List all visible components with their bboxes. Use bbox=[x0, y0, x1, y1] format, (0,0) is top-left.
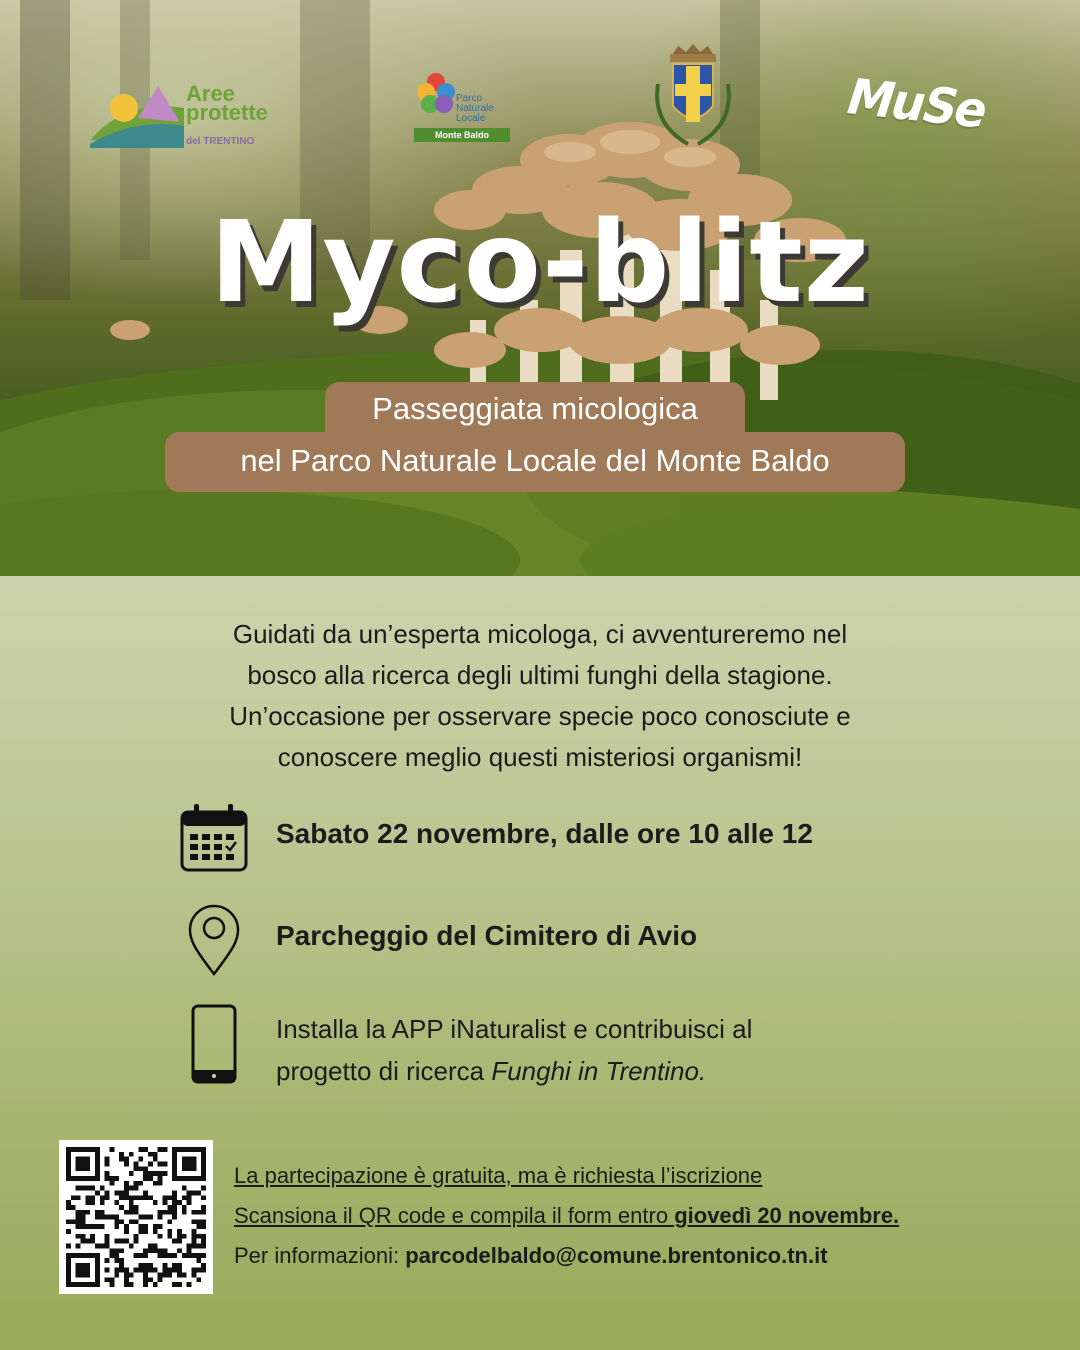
event-place-row bbox=[180, 904, 1020, 976]
parco-band: Monte Baldo bbox=[414, 128, 510, 142]
muse-wordmark: MuSe bbox=[839, 68, 994, 140]
parco-name: Parco Naturale Locale bbox=[456, 93, 494, 124]
registration-deadline: giovedì 20 novembre. bbox=[674, 1203, 900, 1228]
aree-protette-emblem-icon bbox=[88, 78, 188, 150]
app-info-row bbox=[180, 1004, 1020, 1086]
subtitle-line2: nel Parco Naturale Locale del Monte Baldo bbox=[165, 432, 905, 492]
contact-info: Per informazioni: parcodelbaldo@comune.brentonico.tn.it bbox=[234, 1243, 828, 1268]
aree-protette-sub: del TRENTINO bbox=[186, 136, 255, 147]
event-date-text: Sabato 22 novembre, dalle ore 10 alle 12 bbox=[276, 818, 813, 849]
location-pin-icon bbox=[180, 904, 248, 976]
parco-monte-baldo-logo bbox=[414, 66, 510, 142]
contact-email[interactable]: parcodelbaldo@comune.brentonico.tn.it bbox=[405, 1243, 828, 1268]
app-info-text: Installa la APP iNaturalist e contribuisci al progetto di ricerca Funghi in Trentino. bbox=[276, 1014, 753, 1086]
event-title: Myco-blitz bbox=[210, 198, 870, 328]
event-date-row bbox=[180, 804, 1020, 874]
subtitle-line1: Passeggiata micologica bbox=[325, 382, 745, 436]
event-details-section bbox=[0, 576, 1080, 1350]
intro-paragraph: Guidati da un’esperta micologa, ci avventureremo nel bosco alla ricerca degli ultimi funghi della stagione. Un’occasione per osservare specie poco conosciute e conoscere meglio questi misteriosi organismi! bbox=[229, 619, 851, 772]
hero-banner bbox=[0, 0, 1080, 576]
muse-logo bbox=[839, 68, 996, 146]
registration-note: La partecipazione è gratuita, ma è richiesta l’iscrizione bbox=[234, 1163, 763, 1188]
aree-protette-name: Aree protette bbox=[186, 81, 268, 125]
event-place-text: Parcheggio del Cimitero di Avio bbox=[276, 920, 698, 951]
qr-instructions: Scansiona il QR code e compila il form entro giovedì 20 novembre. bbox=[234, 1203, 900, 1228]
calendar-icon bbox=[180, 804, 248, 872]
municipal-coat-of-arms-icon bbox=[648, 44, 738, 156]
smartphone-icon bbox=[180, 1004, 248, 1084]
qr-code-icon[interactable] bbox=[59, 1140, 213, 1294]
aree-protette-logo bbox=[88, 78, 288, 156]
flower-emblem-icon bbox=[414, 66, 458, 126]
